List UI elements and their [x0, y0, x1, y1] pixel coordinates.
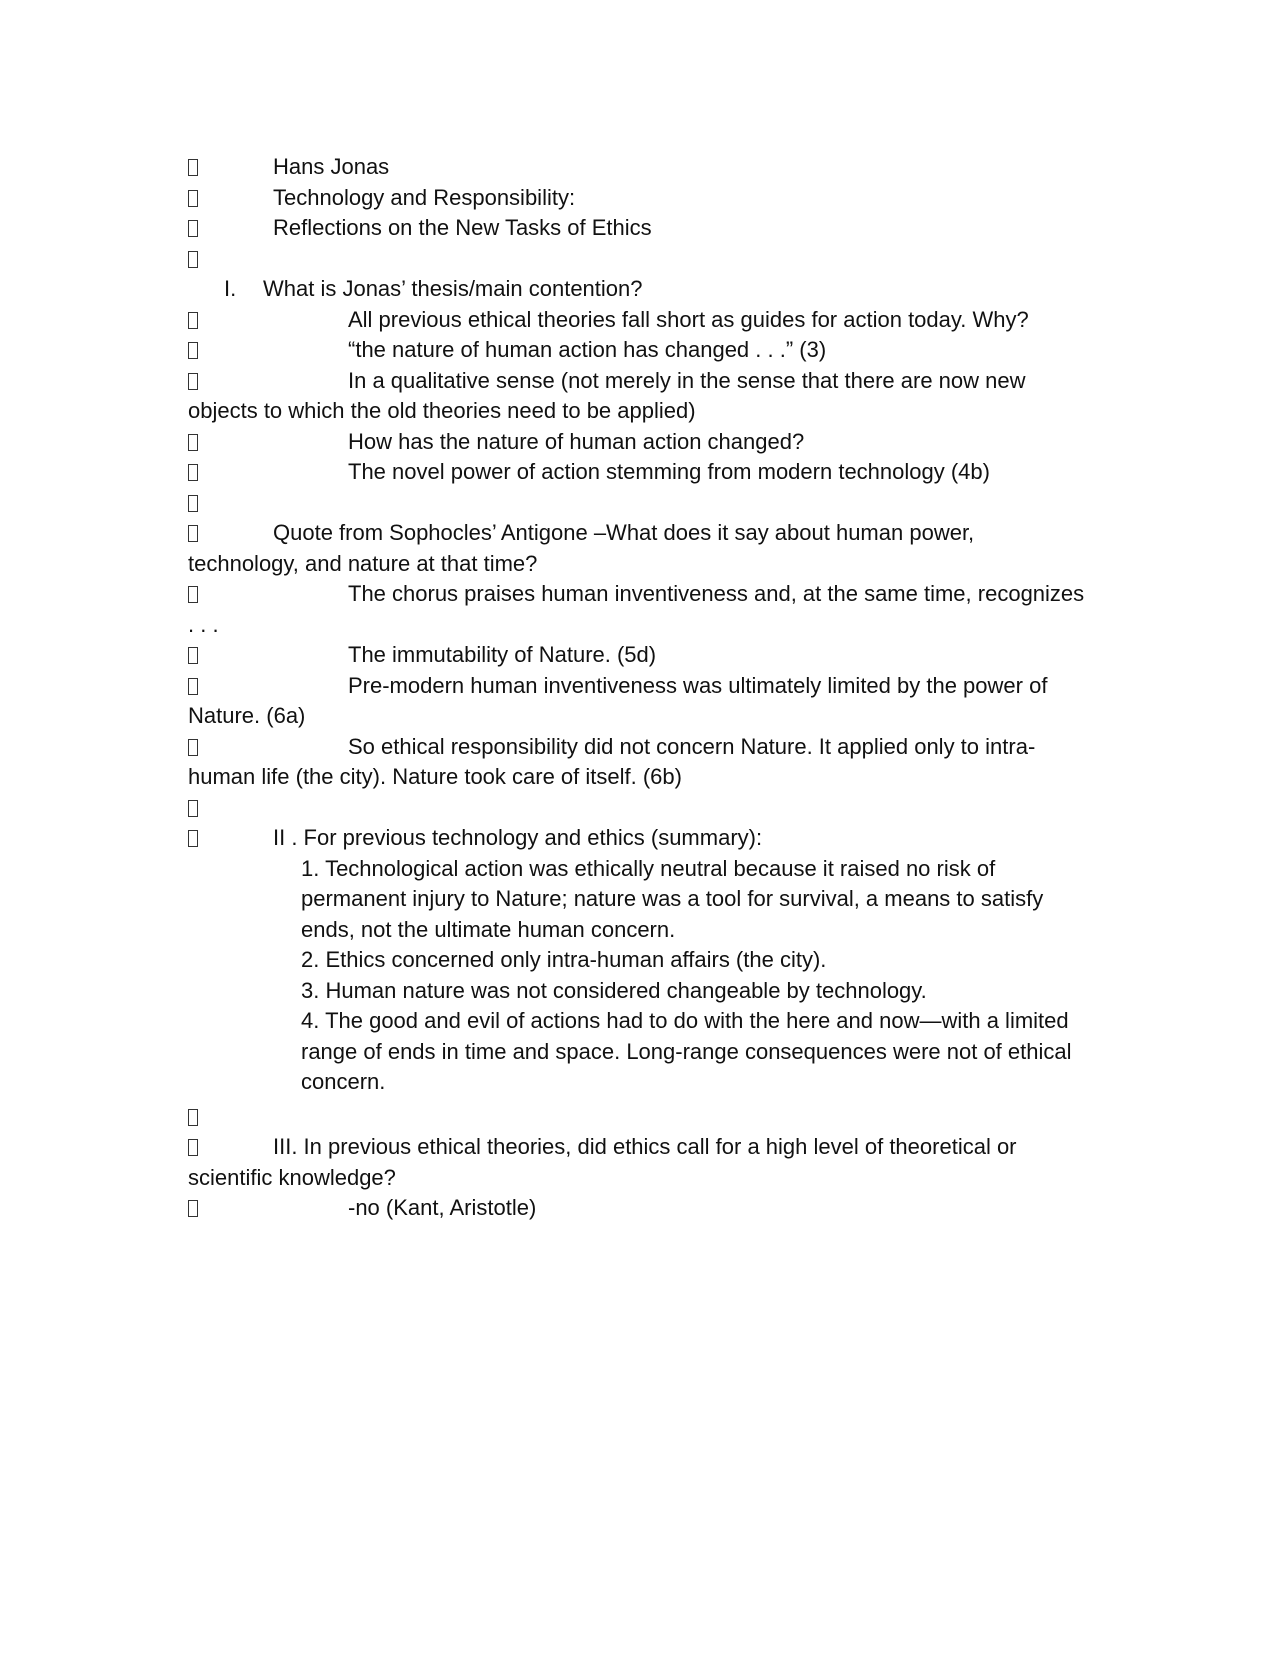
missing-glyph-icon	[188, 586, 198, 603]
missing-glyph-icon	[188, 159, 198, 176]
section2-list	[188, 854, 1088, 1098]
missing-glyph-icon	[188, 678, 198, 695]
list-item: 4. The good and evil of actions had to do with the here and now—with a limited range of ends in time and space. Long-range consequences were not of ethical concern.	[301, 1008, 1072, 1094]
quote-line	[188, 640, 1088, 671]
author-line	[188, 152, 1088, 183]
section3-heading-line	[188, 1132, 1088, 1193]
author-name: Hans Jonas	[273, 154, 390, 179]
blank-line	[188, 244, 1088, 275]
blank-line	[188, 488, 1088, 519]
missing-glyph-icon	[188, 434, 198, 451]
document-subtitle: Reflections on the New Tasks of Ethics	[273, 215, 652, 240]
missing-glyph-icon	[188, 342, 198, 359]
section1-text: How has the nature of human action changed?	[348, 428, 805, 454]
quote-line	[188, 579, 1088, 640]
document-title: Technology and Responsibility:	[273, 184, 576, 210]
list-item: 2. Ethics concerned only intra-human affairs (the city).	[301, 947, 827, 972]
quote-heading-line	[188, 518, 1088, 579]
missing-glyph-icon	[188, 220, 198, 237]
list-item: 3. Human nature was not considered changeable by technology.	[301, 977, 927, 1003]
missing-glyph-icon	[188, 800, 198, 817]
section1-line	[188, 366, 1088, 427]
section2-heading-line	[188, 823, 1088, 854]
section1-heading: What is Jonas’ thesis/main contention?	[263, 276, 643, 301]
section2-heading: II . For previous technology and ethics (summary):	[273, 825, 763, 850]
section1-line	[188, 457, 1088, 488]
missing-glyph-icon	[188, 1109, 198, 1126]
section1-line	[188, 335, 1088, 366]
missing-glyph-icon	[188, 312, 198, 329]
quote-heading: Quote from Sophocles’ Antigone –What does it say about human power, technology, and nature at that time?	[188, 520, 975, 576]
section3-answer-line	[188, 1193, 1088, 1224]
missing-glyph-icon	[188, 373, 198, 390]
section1-line	[188, 427, 1088, 458]
missing-glyph-icon	[188, 525, 198, 542]
quote-line	[188, 671, 1088, 732]
missing-glyph-icon	[188, 1139, 198, 1156]
quote-text: So ethical responsibility did not concern Nature. It applied only to intra-human life (the city). Nature took care of itself. (6b)	[188, 733, 1036, 789]
section1-text: The novel power of action stemming from modern technology (4b)	[348, 459, 990, 484]
section1-text: All previous ethical theories fall short as guides for action today. Why?	[348, 306, 1029, 332]
missing-glyph-icon	[188, 464, 198, 481]
blank-line	[188, 1102, 1088, 1133]
quote-line	[188, 732, 1088, 793]
section1-text: “the nature of human action has changed . . .” (3)	[348, 337, 827, 362]
list-item: 1. Technological action was ethically neutral because it raised no risk of permanent injury to Nature; nature was a tool for survival, a means to satisfy ends, not the ultimate human concern.	[301, 855, 1044, 942]
document-body	[188, 152, 1088, 1224]
section1-heading-line	[188, 274, 1088, 305]
section1-numeral: I.	[224, 276, 237, 301]
quote-text: The chorus praises human inventiveness and, at the same time, recognizes . . .	[188, 581, 1085, 637]
quote-text: Pre-modern human inventiveness was ultimately limited by the power of Nature. (6a)	[188, 672, 1048, 728]
title-line	[188, 183, 1088, 214]
quote-text: The immutability of Nature. (5d)	[348, 642, 657, 667]
missing-glyph-icon	[188, 647, 198, 664]
section1-text: In a qualitative sense (not merely in the sense that there are now new objects to which the old theories need to be applied)	[188, 367, 1026, 423]
missing-glyph-icon	[188, 1200, 198, 1217]
missing-glyph-icon	[188, 830, 198, 847]
missing-glyph-icon	[188, 251, 198, 268]
blank-line	[188, 793, 1088, 824]
missing-glyph-icon	[188, 495, 198, 512]
section3-heading: III. In previous ethical theories, did ethics call for a high level of theoretical or scientific knowledge?	[188, 1134, 1017, 1190]
missing-glyph-icon	[188, 190, 198, 207]
subtitle-line	[188, 213, 1088, 244]
section1-line	[188, 305, 1088, 336]
missing-glyph-icon	[188, 739, 198, 756]
section3-answer: -no (Kant, Aristotle)	[348, 1195, 537, 1220]
